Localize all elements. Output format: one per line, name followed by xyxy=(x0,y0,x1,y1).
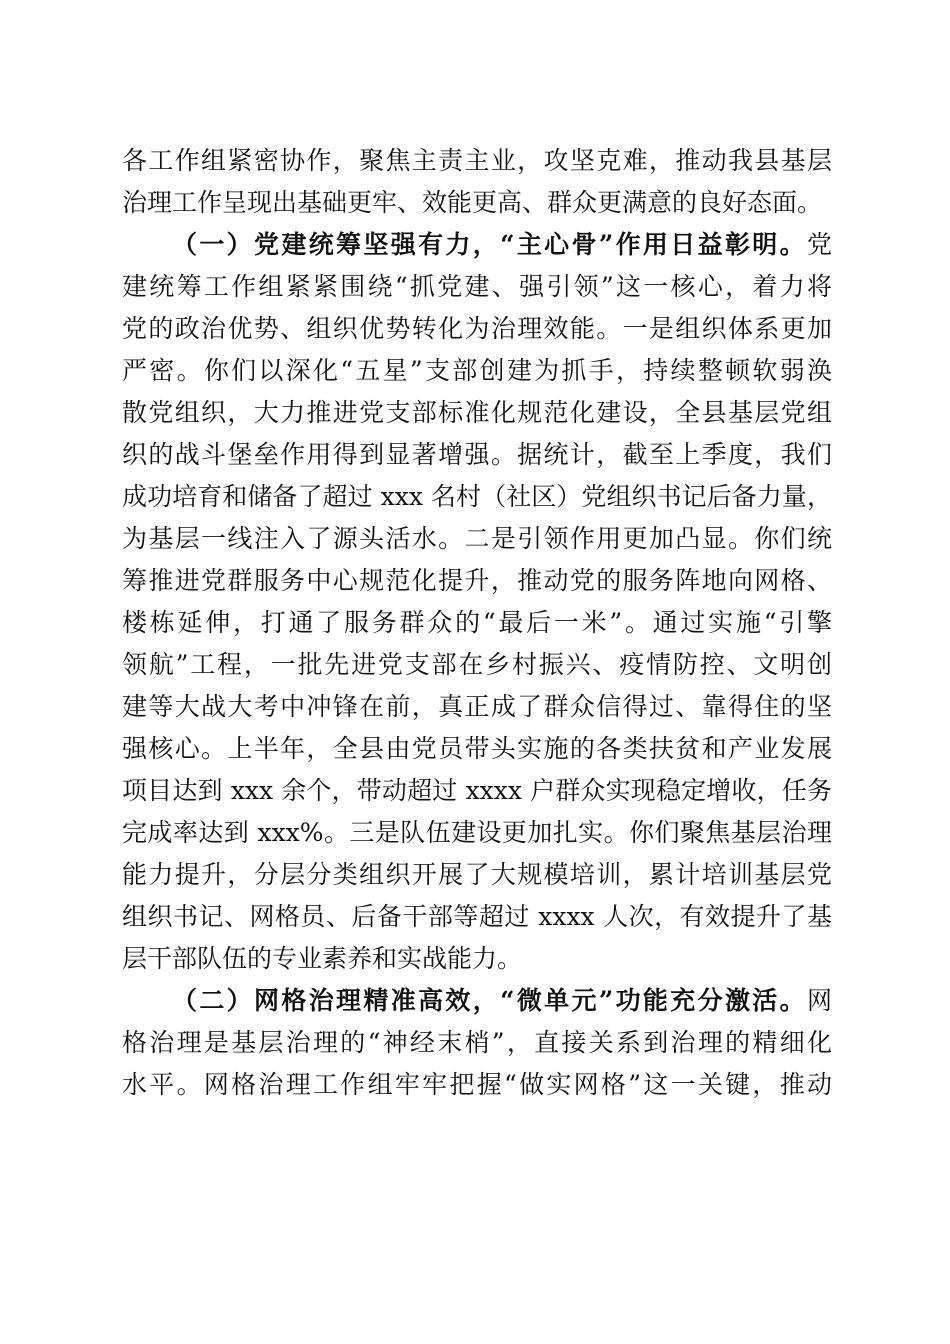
text-line: 建等大战大考中冲锋在前，真正成了群众信得过、靠得住的坚 xyxy=(122,692,832,721)
text-line: 成功培育和储备了超过 xxx 名村（社区）党组织书记后备力量， xyxy=(122,482,832,511)
text-line: 能力提升，分层分类组织开展了大规模培训，累计培训基层党 xyxy=(122,860,832,889)
text-line: 水平。网格治理工作组牢牢把握“做实网格”这一关键，推动 xyxy=(122,1070,832,1099)
section-one-heading: （一）党建统筹坚强有力，“主心骨”作用日益彰明。 xyxy=(172,230,807,259)
text-line: 散党组织，大力推进党支部标准化规范化建设，全县基层党组 xyxy=(122,398,832,427)
text-line: 强核心。上半年，全县由党员带头实施的各类扶贫和产业发展 xyxy=(122,734,832,763)
text-line: 领航”工程，一批先进党支部在乡村振兴、疫情防控、文明创 xyxy=(122,650,832,679)
text-line: 项目达到 xxx 余个，带动超过 xxxx 户群众实现稳定增收，任务 xyxy=(122,776,832,805)
text-line: 楼栋延伸，打通了服务群众的“最后一米”。通过实施“引擎 xyxy=(122,608,832,637)
text-line: 织的战斗堡垒作用得到显著增强。据统计，截至上季度，我们 xyxy=(122,440,832,469)
text-line: 建统筹工作组紧紧围绕“抓党建、强引领”这一核心，着力将 xyxy=(122,272,832,301)
text-line: 层干部队伍的专业素养和实战能力。 xyxy=(122,944,523,973)
text-line: 格治理是基层治理的“神经末梢”，直接关系到治理的精细化 xyxy=(122,1028,832,1057)
text-line: 筹推进党群服务中心规范化提升，推动党的服务阵地向网格、 xyxy=(122,566,832,595)
text-line: 完成率达到 xxx%。三是队伍建设更加扎实。你们聚焦基层治理 xyxy=(122,818,832,847)
section-two-first-line xyxy=(122,980,832,1022)
section-two-heading-tail: 网 xyxy=(806,986,832,1015)
text-line: 党的政治优势、组织优势转化为治理效能。一是组织体系更加 xyxy=(122,314,832,343)
text-line: 组织书记、网格员、后备干部等超过 xxxx 人次，有效提升了基 xyxy=(122,902,832,931)
section-one-heading-tail: 党 xyxy=(806,230,832,259)
text-line: 治理工作呈现出基础更牢、效能更高、群众更满意的良好态面。 xyxy=(122,188,823,217)
section-one-first-line xyxy=(122,224,832,266)
section-two-heading: （二）网格治理精准高效，“微单元”功能充分激活。 xyxy=(172,986,807,1015)
text-line: 各工作组紧密协作，聚焦主责主业，攻坚克难，推动我县基层 xyxy=(122,146,832,175)
text-line: 为基层一线注入了源头活水。二是引领作用更加凸显。你们统 xyxy=(122,524,832,553)
text-line: 严密。你们以深化“五星”支部创建为抓手，持续整顿软弱涣 xyxy=(122,356,832,385)
body-text xyxy=(122,140,832,1106)
